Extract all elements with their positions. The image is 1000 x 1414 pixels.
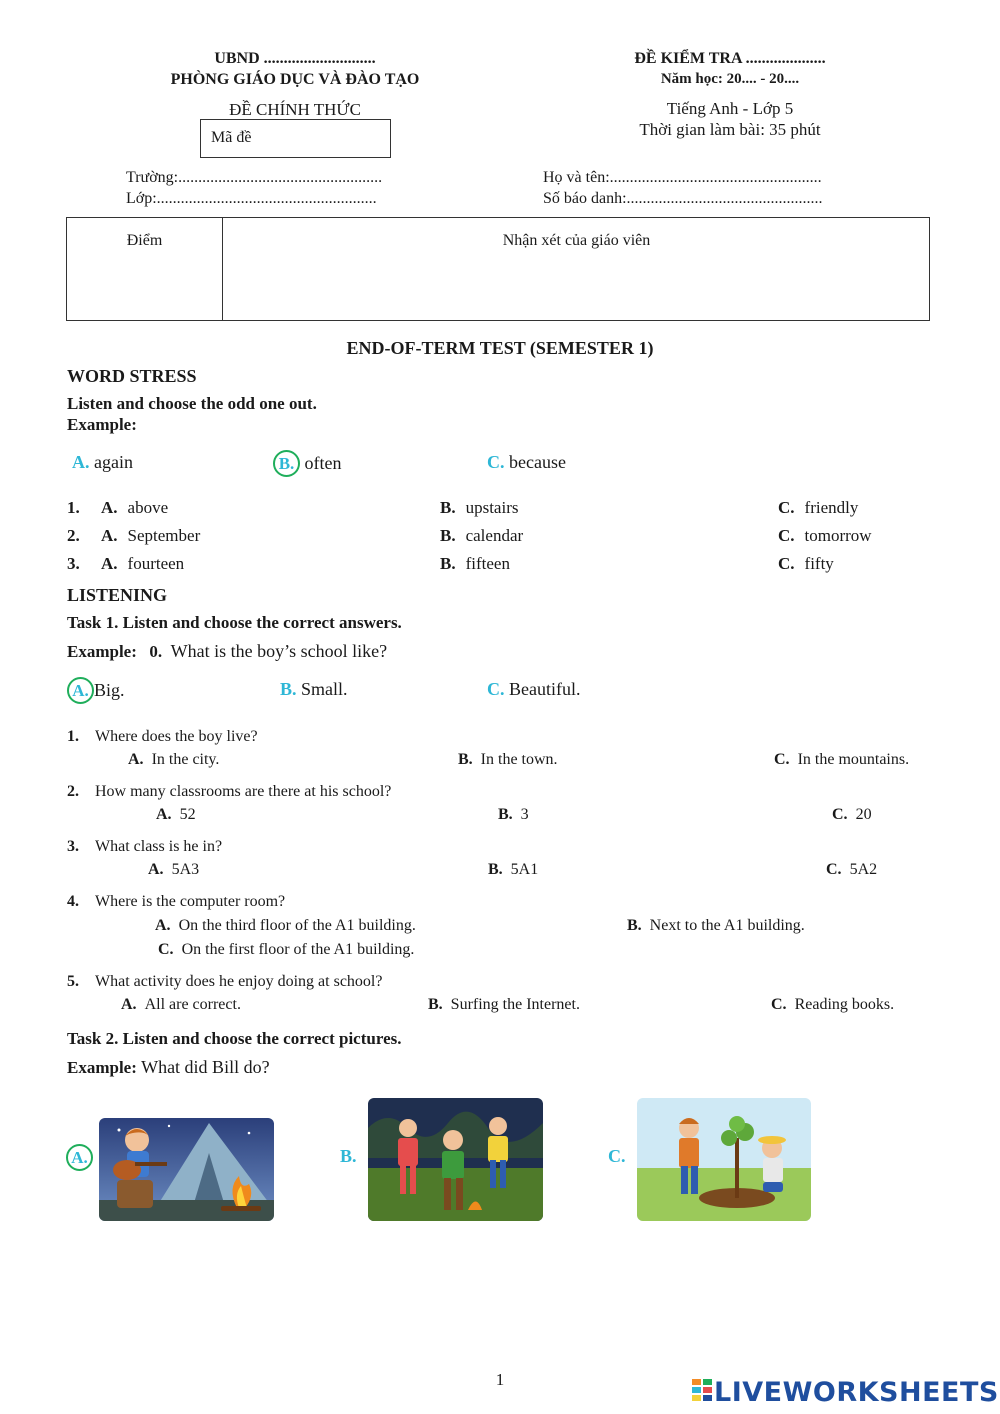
option-label: C. [487, 679, 505, 699]
option-text: In the town. [480, 751, 558, 768]
option-text: fourteen [127, 554, 185, 573]
ws-example-option-b [273, 450, 341, 477]
t1-q1-b[interactable] [458, 751, 558, 769]
id-field[interactable]: Số báo danh:................................................. [543, 190, 823, 207]
ws-item-2 [67, 526, 80, 546]
option-label: C. [778, 526, 795, 545]
word-stress-instruction: Listen and choose the odd one out. [67, 394, 317, 413]
t1-example-option-a [67, 677, 125, 704]
name-field[interactable]: Họ và tên:..................................................... [543, 169, 822, 186]
option-label: B. [440, 554, 456, 573]
option-label: B. [440, 526, 456, 545]
t1-question-4 [67, 893, 285, 911]
option-text: 5A1 [510, 861, 539, 878]
t1-q1-c[interactable] [774, 751, 909, 769]
example-label: Example: [67, 1058, 137, 1077]
option-label: C. [826, 861, 842, 878]
t1-q5-b[interactable] [428, 996, 580, 1014]
t1-q4-a[interactable] [155, 917, 416, 935]
t1-q5-c[interactable] [771, 996, 894, 1014]
logo-text: LIVEWORKSHEETS [714, 1377, 999, 1408]
t1-q2-b[interactable] [498, 806, 529, 824]
comment-header: Nhận xét của giáo viên [502, 232, 651, 249]
example-question: What did Bill do? [141, 1057, 270, 1077]
t1-q3-a[interactable] [148, 861, 199, 879]
answer-circle: A. [66, 1144, 93, 1171]
example-question: What is the boy’s school like? [170, 641, 388, 661]
option-text: Reading books. [794, 996, 895, 1013]
ws-item-3-c[interactable] [778, 554, 834, 574]
option-text: Beautiful. [509, 679, 581, 699]
t1-q2-a[interactable] [156, 806, 196, 824]
t1-question-2 [67, 783, 391, 801]
ma-de-label: Mã đề [211, 129, 252, 146]
option-text: 3 [520, 806, 529, 823]
option-text: 52 [179, 806, 196, 823]
ma-de-box [200, 119, 391, 158]
option-text: In the mountains. [797, 751, 910, 768]
question-number: 3. [67, 838, 79, 855]
option-label: C. [771, 996, 787, 1013]
ws-item-1-a[interactable] [101, 498, 168, 518]
children-dancing-icon[interactable] [368, 1098, 543, 1221]
ws-item-3-a[interactable] [101, 554, 184, 574]
t1-q3-b[interactable] [488, 861, 538, 879]
item-number: 2. [67, 526, 80, 545]
option-text: fifteen [465, 554, 510, 573]
option-label: B. [498, 806, 513, 823]
option-text: Next to the A1 building. [649, 917, 805, 934]
question-text: What activity does he enjoy doing at school? [95, 973, 383, 990]
question-number: 5. [67, 973, 79, 990]
option-text: because [509, 452, 566, 472]
boy-playing-guitar-campfire-icon[interactable] [99, 1118, 274, 1221]
word-stress-heading: WORD STRESS [67, 366, 197, 386]
t1-question-5 [67, 973, 382, 991]
option-text: friendly [804, 498, 859, 517]
option-label: A. [101, 554, 118, 573]
logo-grid-icon [692, 1377, 712, 1408]
option-text: often [304, 453, 342, 473]
item-number: 1. [67, 498, 80, 517]
option-text: tomorrow [804, 526, 872, 545]
option-text: On the first floor of the A1 building. [181, 941, 415, 958]
task1-example [67, 641, 387, 662]
ws-example-option-a [72, 452, 133, 473]
option-text: September [127, 526, 201, 545]
t1-q1-a[interactable] [128, 751, 219, 769]
t2-option-a-label[interactable] [66, 1144, 93, 1171]
option-text: calendar [465, 526, 524, 545]
option-label: A. [155, 917, 171, 934]
ws-item-1-c[interactable] [778, 498, 858, 518]
t2-option-b-label[interactable] [340, 1146, 357, 1167]
ws-item-2-c[interactable] [778, 526, 872, 546]
option-label: C. [778, 554, 795, 573]
option-text: All are correct. [144, 996, 241, 1013]
t1-q3-c[interactable] [826, 861, 877, 879]
answer-circle: A. [67, 677, 94, 704]
ws-example-option-c [487, 452, 566, 473]
t1-question-3 [67, 838, 222, 856]
question-number: 4. [67, 893, 79, 910]
option-label: A. [72, 452, 90, 472]
option-text: upstairs [465, 498, 519, 517]
ws-item-3-b[interactable] [440, 554, 510, 574]
option-label: A. [148, 861, 164, 878]
option-text: 5A2 [849, 861, 878, 878]
option-label: B. [488, 861, 503, 878]
t1-q2-c[interactable] [832, 806, 872, 824]
option-text: again [94, 452, 133, 472]
question-text: How many classrooms are there at his school? [95, 783, 392, 800]
question-text: Where is the computer room? [95, 893, 286, 910]
option-text: On the third floor of the A1 building. [178, 917, 416, 934]
option-text: above [127, 498, 169, 517]
page-number: 1 [495, 1370, 505, 1389]
option-label: C. [774, 751, 790, 768]
option-text: fifty [804, 554, 834, 573]
page-title: END-OF-TERM TEST (SEMESTER 1) [346, 338, 654, 358]
question-text: What class is he in? [95, 838, 223, 855]
option-label: C. [158, 941, 174, 958]
header-ubnd: UBND ............................ [214, 50, 376, 67]
question-number: 1. [67, 728, 79, 745]
t1-q5-a[interactable] [121, 996, 241, 1014]
option-label: B. [340, 1146, 357, 1166]
score-table [66, 217, 930, 321]
ws-item-1 [67, 498, 80, 518]
option-text: In the city. [151, 751, 220, 768]
word-stress-example-label: Example: [67, 415, 137, 434]
question-text: Where does the boy live? [95, 728, 258, 745]
option-label: B. [280, 679, 297, 699]
t1-example-option-b [280, 679, 348, 700]
header-duration: Thời gian làm bài: 35 phút [639, 120, 821, 139]
option-label: C. [832, 806, 848, 823]
header-subject: Tiếng Anh - Lớp 5 [666, 99, 794, 118]
example-label: Example: [67, 642, 137, 661]
option-label: A. [128, 751, 144, 768]
option-label: A. [121, 996, 137, 1013]
option-label: B. [458, 751, 473, 768]
option-text: Big. [94, 680, 125, 700]
ws-item-1-b[interactable] [440, 498, 518, 518]
t1-example-option-c [487, 679, 580, 700]
example-number: 0. [149, 642, 163, 661]
header-test: ĐỀ KIỂM TRA .................... [634, 50, 826, 67]
class-field[interactable]: Lớp:....................................................... [126, 190, 377, 207]
option-label: C. [487, 452, 505, 472]
liveworksheets-logo [692, 1376, 999, 1408]
score-header: Điểm [126, 232, 163, 249]
ws-item-2-b[interactable] [440, 526, 523, 546]
t1-question-1 [67, 728, 258, 746]
task2-example [67, 1057, 270, 1078]
option-label: C. [778, 498, 795, 517]
listening-heading: LISTENING [67, 585, 168, 605]
item-number: 3. [67, 554, 80, 573]
option-label: B. [440, 498, 456, 517]
header-official: ĐỀ CHÍNH THỨC [229, 100, 361, 119]
option-label: A. [156, 806, 172, 823]
option-label: B. [627, 917, 642, 934]
option-text: Surfing the Internet. [450, 996, 580, 1013]
header-school-year: Năm học: 20.... - 20.... [660, 71, 800, 87]
option-label: B. [428, 996, 443, 1013]
ws-item-3 [67, 554, 80, 574]
t1-q4-b[interactable] [627, 917, 805, 935]
task2-instruction: Task 2. Listen and choose the correct pictures. [67, 1029, 402, 1048]
t2-option-c-label[interactable] [608, 1146, 626, 1167]
option-label: A. [101, 526, 118, 545]
task1-instruction: Task 1. Listen and choose the correct answers. [67, 613, 402, 632]
option-label: C. [608, 1146, 626, 1166]
school-field[interactable]: Trường:................................................... [126, 169, 383, 186]
option-label: A. [101, 498, 118, 517]
option-text: 5A3 [171, 861, 200, 878]
option-text: 20 [855, 806, 872, 823]
header-department: PHÒNG GIÁO DỤC VÀ ĐÀO TẠO [170, 71, 420, 88]
ws-item-2-a[interactable] [101, 526, 200, 546]
t1-q4-c[interactable] [158, 941, 414, 959]
answer-circle: B. [273, 450, 300, 477]
option-text: Small. [301, 679, 348, 699]
boys-planting-tree-icon[interactable] [637, 1098, 811, 1221]
question-number: 2. [67, 783, 79, 800]
